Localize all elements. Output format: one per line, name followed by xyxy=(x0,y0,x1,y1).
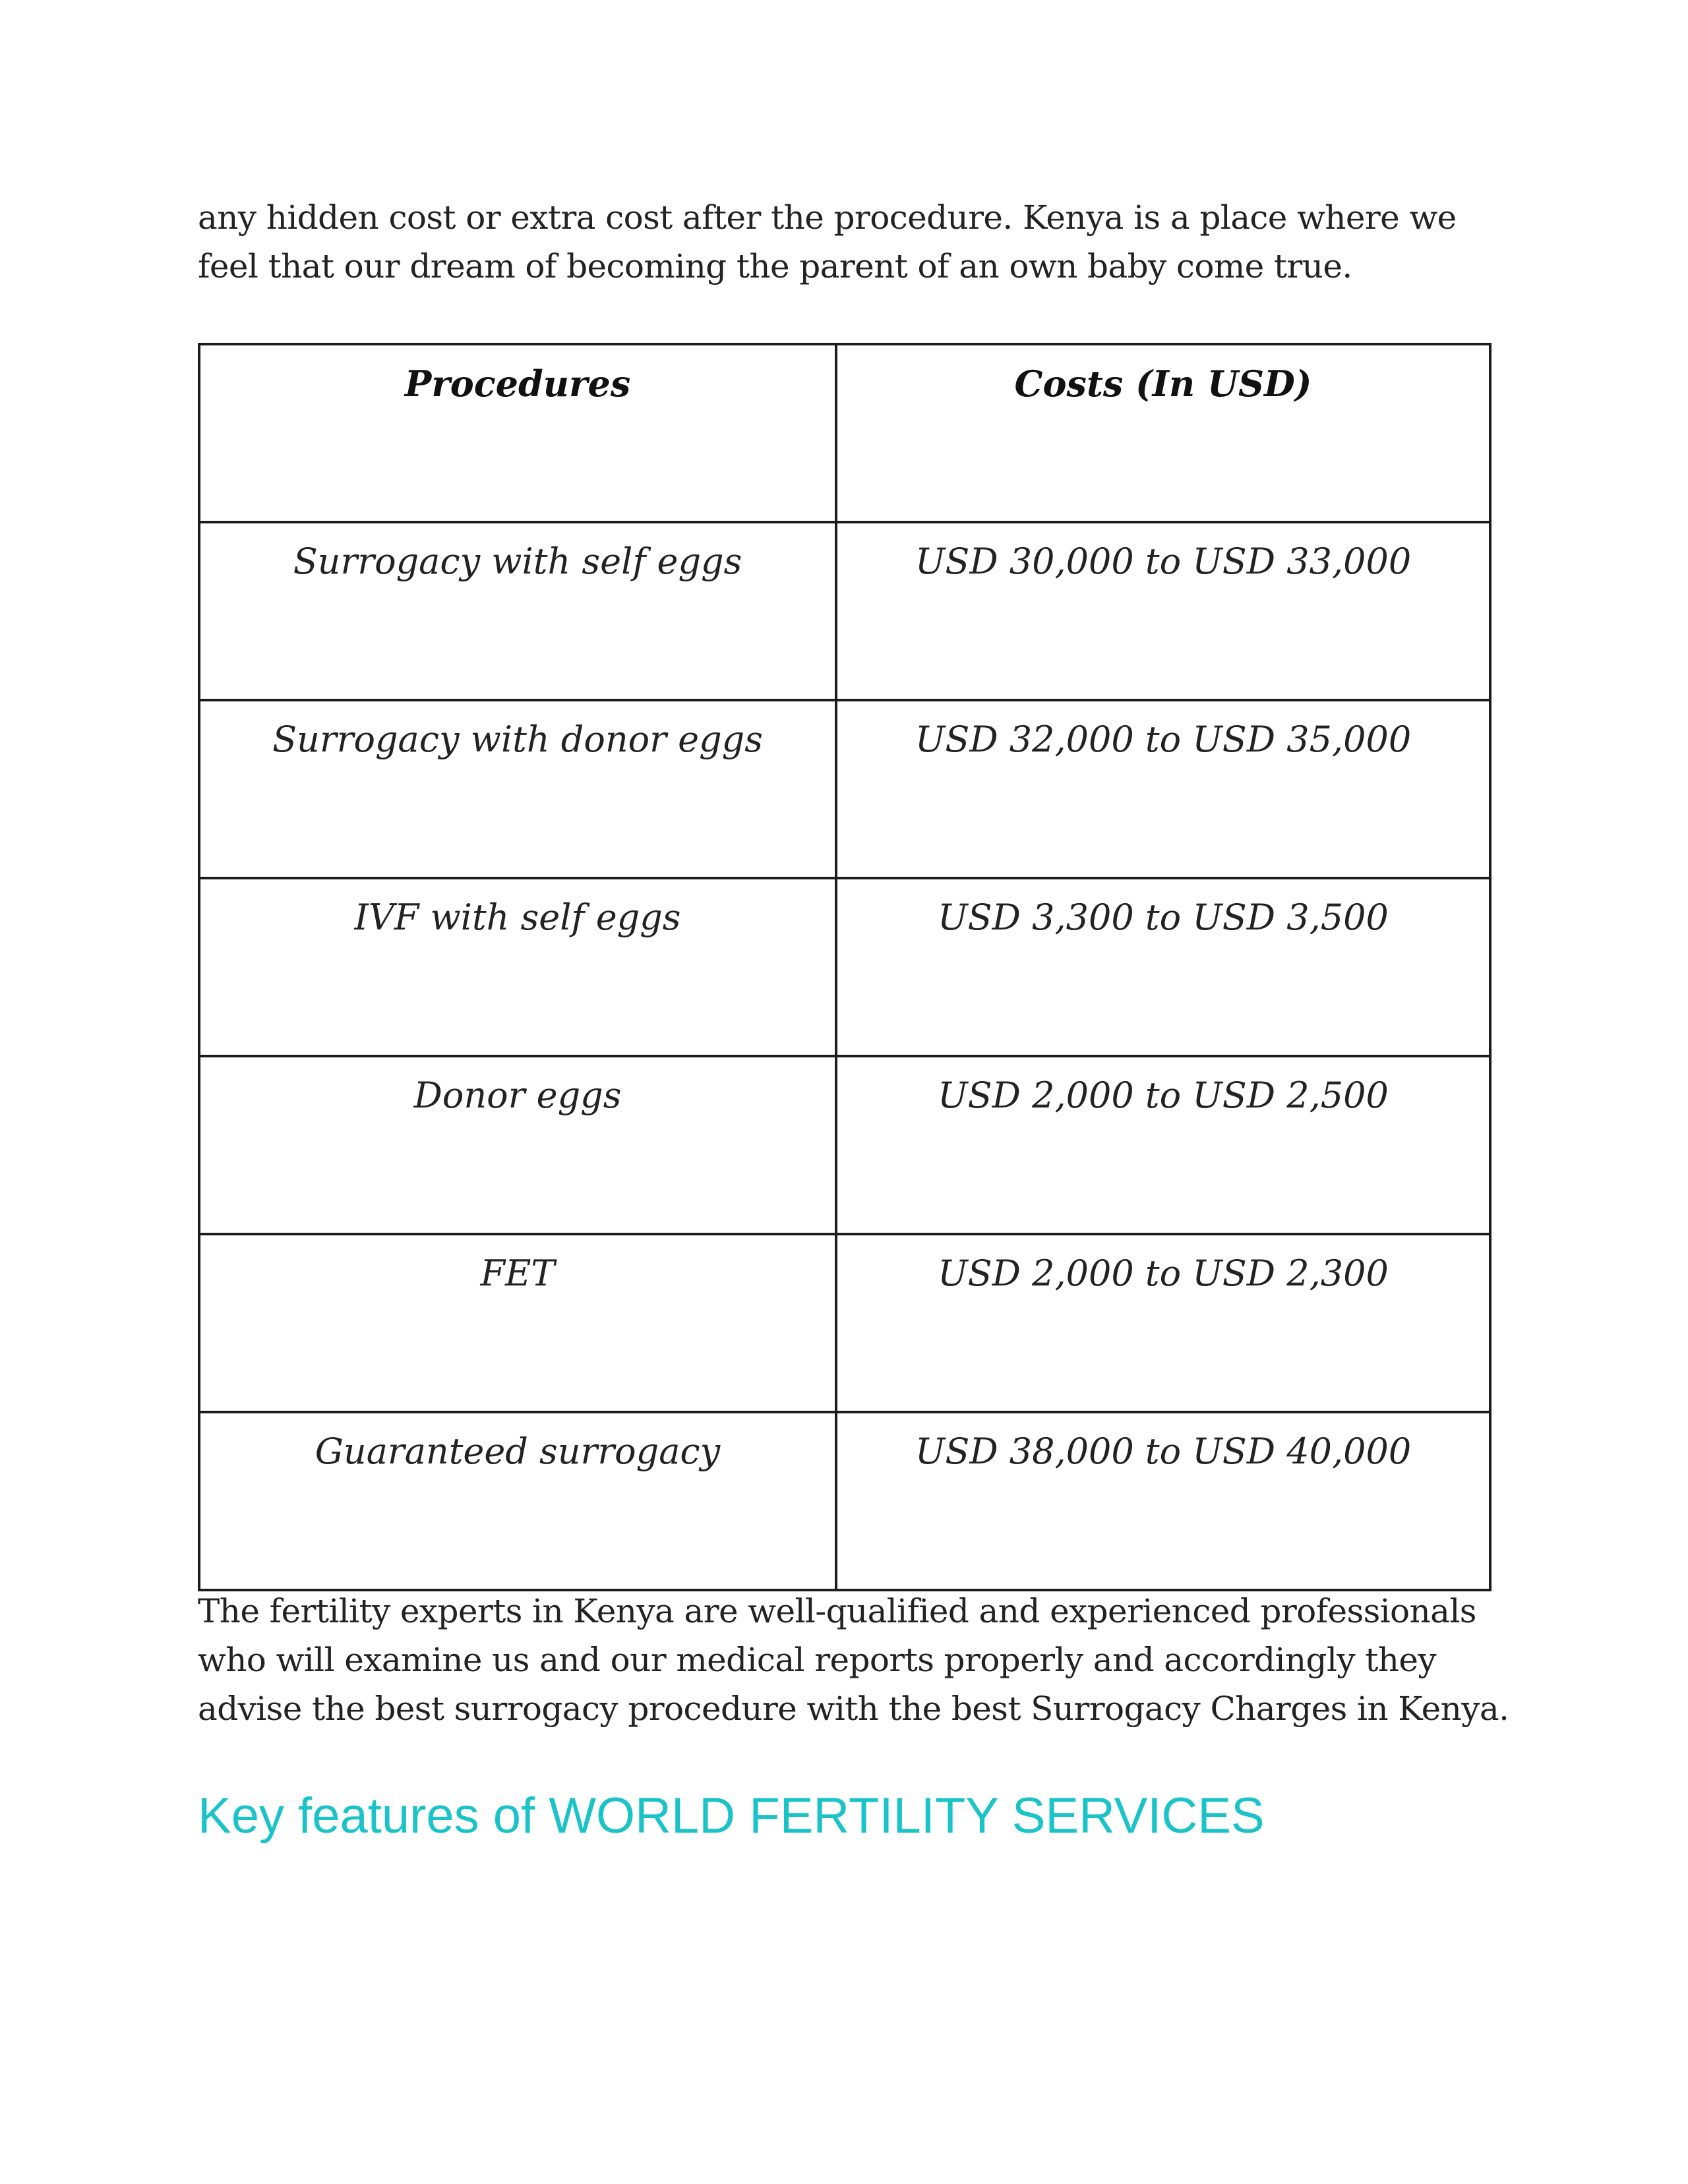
outro-line: The fertility experts in Kenya are well-qualified and experienced professionals xyxy=(198,1592,1476,1630)
header-costs: Costs (In USD) xyxy=(836,344,1490,522)
section-heading: Key features of WORLD FERTILITY SERVICES xyxy=(198,1788,1265,1844)
procedure-cell: Donor eggs xyxy=(199,1056,836,1234)
table-header-row xyxy=(199,344,1490,522)
procedure-cell: Surrogacy with self eggs xyxy=(199,522,836,700)
cost-cell: USD 30,000 to USD 33,000 xyxy=(836,522,1490,700)
procedure-cell: FET xyxy=(199,1234,836,1412)
cost-cell: USD 2,000 to USD 2,500 xyxy=(836,1056,1490,1234)
outro-line: advise the best surrogacy procedure with the best Surrogacy Charges in Kenya. xyxy=(198,1690,1509,1728)
outro-paragraph xyxy=(198,1587,1517,1733)
table-row xyxy=(199,522,1490,700)
intro-paragraph xyxy=(198,193,1517,291)
header-procedures: Procedures xyxy=(199,344,836,522)
procedure-cell: IVF with self eggs xyxy=(199,878,836,1056)
cost-cell: USD 2,000 to USD 2,300 xyxy=(836,1234,1490,1412)
procedure-cell: Surrogacy with donor eggs xyxy=(199,700,836,878)
cost-cell: USD 38,000 to USD 40,000 xyxy=(836,1412,1490,1590)
cost-cell: USD 32,000 to USD 35,000 xyxy=(836,700,1490,878)
table-row xyxy=(199,700,1490,878)
intro-line: feel that our dream of becoming the parent of an own baby come true. xyxy=(198,247,1352,285)
procedure-cell: Guaranteed surrogacy xyxy=(199,1412,836,1590)
table-row xyxy=(199,1056,1490,1234)
cost-cell: USD 3,300 to USD 3,500 xyxy=(836,878,1490,1056)
table-row xyxy=(199,1234,1490,1412)
table-row xyxy=(199,1412,1490,1590)
surrogacy-cost-table xyxy=(198,343,1492,1591)
table-row xyxy=(199,878,1490,1056)
intro-line: any hidden cost or extra cost after the procedure. Kenya is a place where we xyxy=(198,198,1457,237)
outro-line: who will examine us and our medical reports properly and accordingly they xyxy=(198,1641,1437,1679)
